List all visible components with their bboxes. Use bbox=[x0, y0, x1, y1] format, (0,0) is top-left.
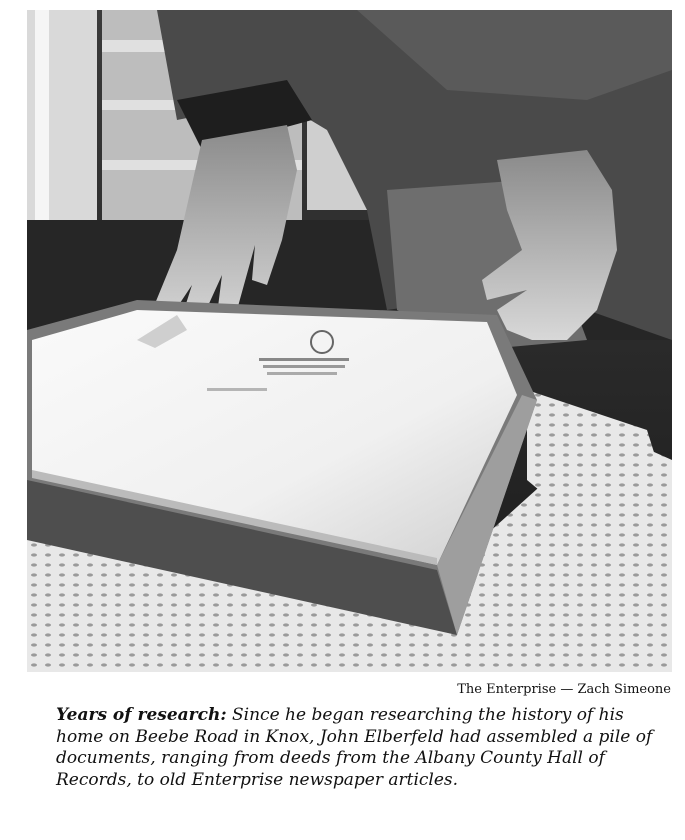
caption-body: Since he began researching the history of his home on Beebe Road in Knox, John Elberfeld had assembled a pile of documents, ranging from deeds from the Albany County Hall of Records, to old Enterprise newspaper articles. bbox=[56, 705, 653, 790]
caption-lead: Years of research: bbox=[56, 705, 227, 725]
photo-credit: The Enterprise — Zach Simeone bbox=[457, 682, 671, 697]
photo-illustration bbox=[27, 10, 672, 672]
news-photo bbox=[27, 10, 672, 672]
photo-caption bbox=[56, 705, 656, 791]
